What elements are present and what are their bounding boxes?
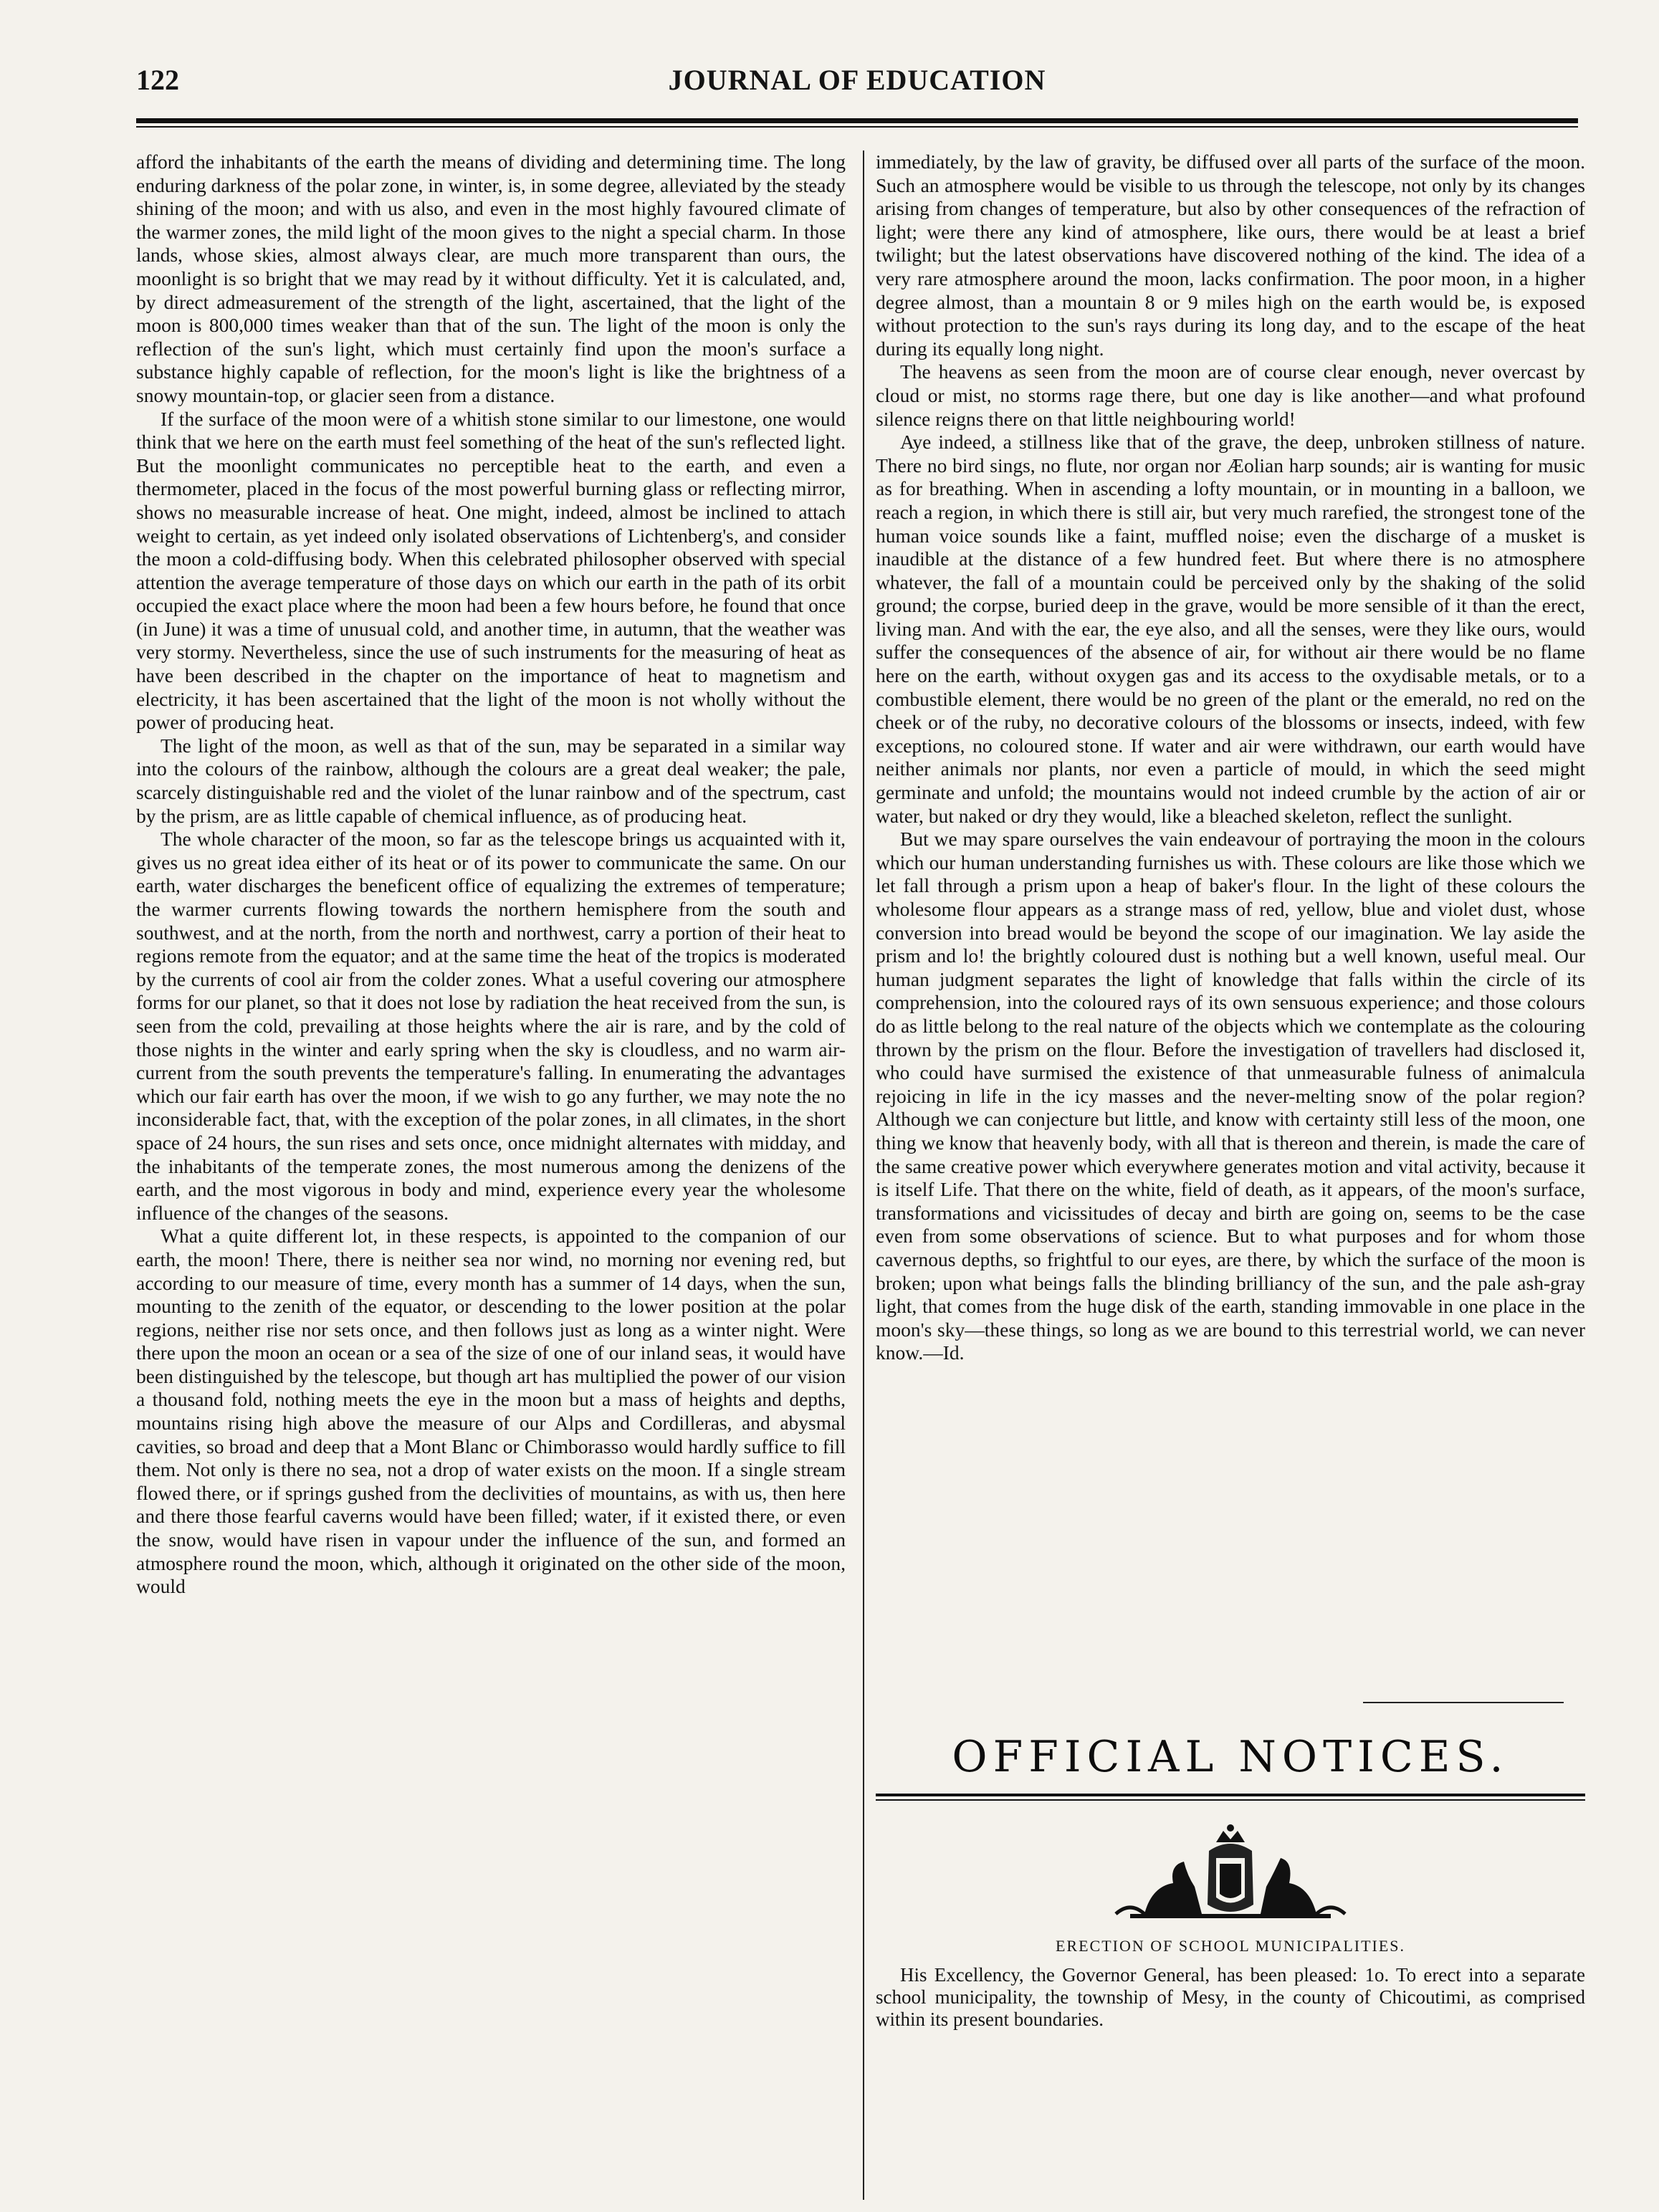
page-header (136, 63, 1578, 106)
running-head: JOURNAL OF EDUCATION (668, 64, 1046, 96)
left-column (136, 150, 846, 2200)
paragraph: The light of the moon, as well as that of the sun, may be separated in a similar way into the colours of the rainbow, although the colours are a great deal weaker; the pale, scarcely distinguishable red and the violet of the lunar rainbow and of the spectrum, cast by the prism, are as little capable of chemical influence, as of producing heat. (136, 734, 846, 827)
paragraph: But we may spare ourselves the vain endeavour of portraying the moon in the colours which our human understanding furnishes us with. These colours are like those which we let fall through a prism upon a heap of baker's flour. In the light of these colours the wholesome flour appears as a strange mass of red, yellow, blue and violet dust, whose conversion into bread would be beyond the scope of our imagination. We lay aside the prism and lo! the brightly coloured dust is nothing but a well known, useful meal. Our human judgment separates the light of knowledge that falls within the circle of its comprehension, into the coloured rays of its own sensuous experience; and those colours do as little belong to the real nature of the objects which we contemplate as the colouring thrown by the prism on the flour. Before the investigation of travellers had disclosed it, who could have surmised the existence of that unmeasurable fulness of animalcula rejoicing in life in the icy masses and the never-melting snow of the polar region? Although we can conjecture but little, and know with certainty still less of the moon, one thing we know that heavenly body, with all that is thereon and therein, is made the care of the same creative power which everywhere generates motion and vital activity, because it is itself Life. That there on the white, field of death, as it appears, of the moon's surface, transformations and vicissitudes of decay and birth are going on, seems to be the case even from some observations of science. But to what purposes and for whom those cavernous depths, so frightful to our eyes, are there, by which the surface of the moon is broken; upon what beings falls the blinding brilliancy of the sun, and the pale ash-gray light, that comes from the huge disk of the earth, standing immovable in one place in the moon's sky—these things, so long as we are bound to this terrestrial world, we can never know.—Id. (876, 828, 1585, 1364)
notice-text: His Excellency, the Governor General, has been pleased: 1o. To erect into a separate school municipality, the township of Mesy, in the county of Chicoutimi, as comprised within its present boundaries. (876, 1964, 1585, 2030)
header-rule-thin (136, 126, 1578, 128)
section-title: ERECTION OF SCHOOL MUNICIPALITIES. (1055, 1937, 1406, 1955)
paragraph: Aye indeed, a stillness like that of the grave, the deep, unbroken stillness of nature. There no bird sings, no flute, nor organ nor Æolian harp sounds; air is wanting for music as for breathing. When in ascending a lofty mountain, or in mounting in a balloon, we reach a region, in which there is still air, but very much rarefied, the strongest tone of the human voice sounds like a faint, muffled noise; even the discharge of a musket is inaudible at the distance of a few hundred feet. But where there is no atmosphere whatever, the fall of a mountain could be perceived only by the shaking of the solid ground; the corpse, buried deep in the grave, would be more sensible of it than the erect, living man. And with the ear, the eye also, and all the senses, were they like ours, would suffer the consequences of the absence of air, for without air there would be no flame here on the earth, without oxygen gas and its access to the oxydisable metals, or to a combustible element, there would be no green of the plant or the emerald, no red on the cheek or of the ruby, no decorative colours of the blossoms or insects, indeed, with few exceptions, no coloured stone. If water and air were withdrawn, our earth would have neither animals nor plants, nor even a particle of mould, in which the seed might germinate and unfold; the mountains would not indeed crumble by the action of air or water, but naked or dry they would, like a bleached skeleton, reflect the sunlight. (876, 431, 1585, 827)
page-number: 122 (136, 64, 179, 96)
official-notices-section (876, 1702, 1585, 2031)
paragraph: The heavens as seen from the moon are of course clear enough, never overcast by cloud or mist, no storms rage there, but one day is like another—and what profound silence reigns there on that little neighbouring world! (876, 360, 1585, 430)
title-rule-thin (876, 1799, 1585, 1801)
paragraph: What a quite different lot, in these respects, is appointed to the companion of our earth, the moon! There, there is neither sea nor wind, no morning nor evening red, but according to our measure of time, every month has a summer of 14 days, when the sun, mounting to the zenith of the equator, or descending to the lower position at the polar regions, neither rise nor sets once, and then follows just as long as a winter night. Were there upon the moon an ocean or a sea of the size of one of our inland seas, it would have been distinguished by the telescope, but though art has multiplied the power of our vision a thousand fold, nothing meets the eye in the moon but a mass of heights and depths, mountains rising high above the measure of our Alps and Cordilleras, and abysmal cavities, so broad and deep that a Mont Blanc or Chimborasso would hardly suffice to fill them. Not only is there no sea, not a drop of water exists on the moon. If a single stream flowed there, or if springs gushed from the declivities of mountains, as with us, then here and there those fearful caverns would have been filled; water, if it existed there, or even the snow, would have risen in vapour under the influence of the sun, and formed an atmosphere round the moon, which, although it originated on the other side of the moon, would (136, 1225, 846, 1598)
header-rule-thick (136, 118, 1578, 123)
end-rule (1363, 1702, 1564, 1703)
column-divider (863, 150, 864, 2200)
paragraph: The whole character of the moon, so far as the telescope brings us acquainted with it, gives us no great idea either of its heat or of its power to communicate the same. On our earth, water discharges the beneficent office of equalizing the extremes of temperature; the warmer currents flowing towards the northern hemisphere from the south and southwest, and at the north, from the north and northwest, carry a portion of their heat to regions remote from the equator; and at the same time the heat of the tropics is moderated by the currents of cool air from the colder zones. What a useful covering our atmosphere forms for our planet, so that it does not lose by radiation the heat received from the sun, is seen from the cold, prevailing at those heights where the air is rare, and by the cold of those nights in the winter and early spring when the sky is cloudless, and no warm air-current from the south prevents the temperature's falling. In enumerating the advantages which our fair earth has over the moon, if we wish to go any further, we may note the no inconsiderable fact, that, with the exception of the polar zones, in all climates, in the short space of 24 hours, the sun rises and sets once, once midnight alternates with midday, and the inhabitants of the temperate zones, the most numerous among the denizens of the earth, and the most vigorous in body and mind, experience every year the wholesome influence of the changes of the seasons. (136, 828, 846, 1224)
notices-title: OFFICIAL NOTICES. (952, 1732, 1509, 1782)
paragraph: afford the inhabitants of the earth the means of dividing and determining time. The long enduring darkness of the polar zone, in winter, is, in some degree, alleviated by the steady shining of the moon; and with us also, and even in the most highly favoured climate of the warmer zones, the mild light of the moon gives to the night a special charm. In those lands, whose skies, almost always clear, are much more transparent than ours, the moonlight is so bright that we may read by it without difficulty. Yet it is calculated, and, by direct admeasurement of the strength of the light, ascertained, that the light of the moon is 800,000 times weaker than that of the sun. The light of the moon is only the reflection of the sun's light, which must certainly find upon the moon's surface a substance highly capable of reflection, for the moon's light is like the brightness of a snowy mountain-top, or glacier seen from a distance. (136, 150, 846, 406)
paragraph: immediately, by the law of gravity, be diffused over all parts of the surface of the moon. Such an atmosphere would be visible to us through the telescope, not only by its changes arising from changes of temperature, but also by other consequences of the refraction of light; were there any kind of atmosphere, like ours, there would be at least a brief twilight; but the latest observations have discovered nothing of the kind. The idea of a very rare atmosphere around the moon, lacks confirmation. The poor moon, in a higher degree almost, than a mountain 8 or 9 miles high on the earth would be, is exposed without protection to the sun's rays during its long day, and to the escape of the heat during its equally long night. (876, 150, 1585, 360)
paragraph: If the surface of the moon were of a whitish stone similar to our limestone, one would think that we here on the earth must feel something of the heat of the sun's reflected light. But the moonlight communicates no perceptible heat to the earth, and even a thermometer, placed in the focus of the most powerful burning glass or reflecting mirror, shows no measurable increase of heat. One might, indeed, almost be inclined to attach weight to certain, as yet indeed only isolated observations of Lichtenberg's, and consider the moon a cold-diffusing body. When this celebrated philosopher observed with special attention the average temperature of those days on which our earth in the path of its orbit occupied the exact place where the moon had been a few hours before, he found that once (in June) it was a time of unusual cold, and another time, in autumn, that the weather was very stormy. Nevertheless, since the use of such instruments for the measuring of heat as have been described in the chapter on the importance of heat to magnetism and electricity, it has been ascertained that the light of the moon is not wholly without the power of producing heat. (136, 407, 846, 734)
royal-crest-icon (876, 1822, 1585, 1930)
title-rule-thick (876, 1794, 1585, 1796)
